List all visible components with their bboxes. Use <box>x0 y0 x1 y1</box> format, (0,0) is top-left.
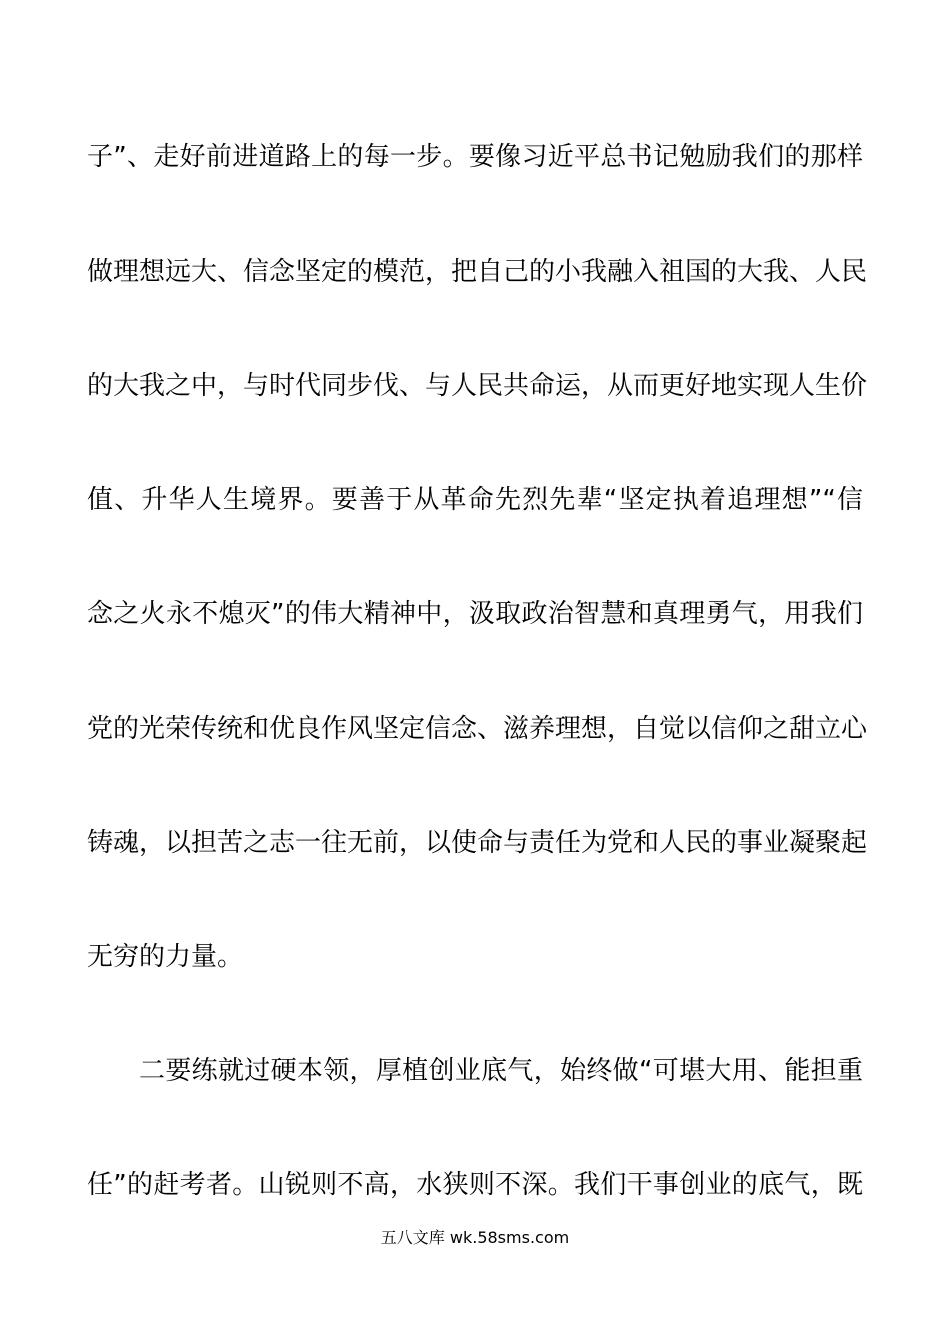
text-line: 的大我之中，与时代同步伐、与人民共命运，从而更好地实现人生价 <box>87 371 868 401</box>
text-line: 做理想远大、信念坚定的模范，把自己的小我融入祖国的大我、人民 <box>87 257 868 287</box>
text-line: 无穷的力量。 <box>87 942 244 972</box>
page-footer: 五八文库 wk.58sms.com <box>380 1228 570 1247</box>
text-line: 念之火永不熄灭”的伟大精神中，汲取政治智慧和真理勇气，用我们 <box>87 599 863 629</box>
text-line: 子”、走好前进道路上的每一步。要像习近平总书记勉励我们的那样 <box>87 142 863 172</box>
paragraph-first-line: 二要练就过硬本领，厚植创业底气，始终做“可堪大用、能担重 <box>139 1056 863 1086</box>
text-line: 任”的赶考者。山锐则不高，水狭则不深。我们干事创业的底气，既 <box>87 1170 863 1200</box>
text-line: 党的光荣传统和优良作风坚定信念、滋养理想，自觉以信仰之甜立心 <box>87 714 868 744</box>
text-line: 值、升华人生境界。要善于从革命先烈先辈“坚定执着追理想”“信 <box>87 485 863 515</box>
text-line: 铸魂，以担苦之志一往无前，以使命与责任为党和人民的事业凝聚起 <box>87 828 868 858</box>
